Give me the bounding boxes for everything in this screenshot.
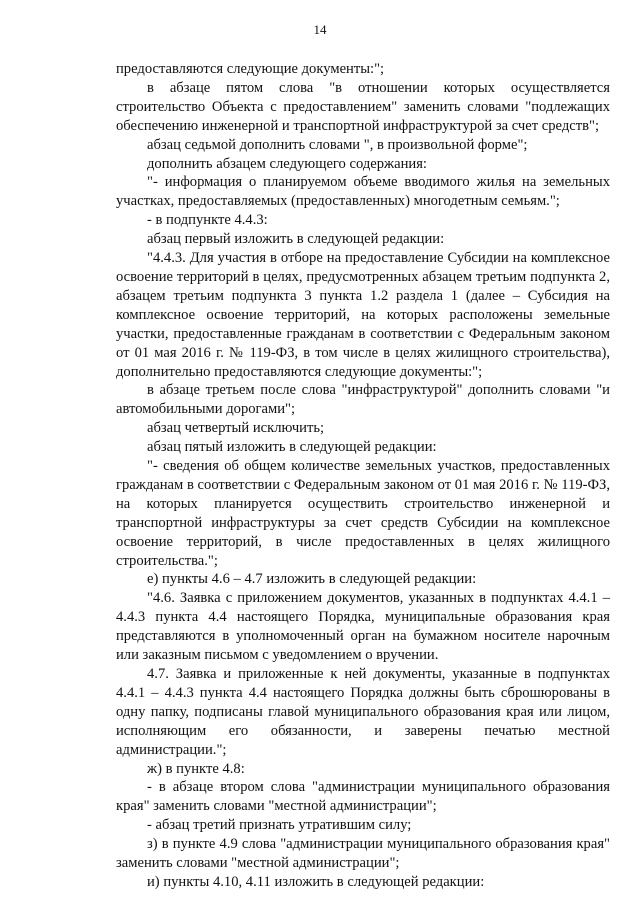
paragraph: абзац пятый изложить в следующей редакции: [147, 439, 437, 456]
paragraph: - абзац третий признать утратившим силу; [147, 817, 412, 834]
paragraph: е) пункты 4.6 – 4.7 изложить в следующей редакции: [147, 571, 477, 588]
paragraph: и) пункты 4.10, 4.11 изложить в следующей редакции: [147, 873, 485, 890]
paragraph: "- информация о планируемом объеме вводимого жилья на земельных участках, предоставляемых (предоставленных) многодетным семьям."; [116, 174, 610, 210]
paragraph: ж) в пункте 4.8: [147, 760, 245, 777]
paragraph: в абзаце третьем после слова "инфраструктурой" дополнить словами "и автомобильными дорогами"; [116, 382, 610, 418]
page-number: 14 [313, 22, 327, 37]
paragraph: 4.7. Заявка и приложенные к ней документы, указанные в подпунктах 4.4.1 – 4.4.3 пункта 4.4 настоящего Порядка должны быть сброшюрованы в одну папку, подписаны главой муниципального образования края или лицом, исполняющим его обязанности, и заверены печатью местной администрации."; [116, 666, 610, 758]
paragraph: абзац первый изложить в следующей редакции: [147, 231, 445, 248]
paragraph: предоставляются следующие документы:"; [116, 61, 385, 77]
paragraph: "4.6. Заявка с приложением документов, указанных в подпунктах 4.4.1 – 4.4.3 пункта 4.4 настоящего Порядка, муниципальные образования края представляются в уполномоченный орган на бумажном носителе нарочным или заказным письмом с уведомлением о вручении. [116, 590, 610, 664]
document-body [116, 60, 610, 892]
paragraph: "- сведения об общем количестве земельных участков, предоставленных гражданам в соответствии с Федеральным законом от 01 мая 2016 г. № 119-ФЗ, на которых планируется осуществить строительство инженерной и транспортной инфраструктуры за счет средств Субсидии на комплексное освоение территорий, в числе предоставленных в целях жилищного строительства."; [116, 458, 610, 569]
paragraph: дополнить абзацем следующего содержания: [147, 155, 427, 172]
paragraph: - в подпункте 4.4.3: [147, 212, 268, 229]
paragraph: з) в пункте 4.9 слова "администрации муниципального образования края" заменить словами "местной администрации"; [116, 836, 610, 872]
paragraph: - в абзаце втором слова "администрации муниципального образования края" заменить словами "местной администрации"; [116, 779, 610, 815]
paragraph: в абзаце пятом слова "в отношении которых осуществляется строительство Объекта с предоставлением" заменить словами "подлежащих обеспечению инженерной и транспортной инфраструктурой за счет средств"; [116, 79, 610, 134]
paragraph: абзац седьмой дополнить словами ", в произвольной форме"; [147, 136, 528, 153]
paragraph: абзац четвертый исключить; [147, 420, 325, 437]
paragraph: "4.4.3. Для участия в отборе на предоставление Субсидии на комплексное освоение территорий в целях, предусмотренных абзацем третьим подпункта 2, абзацем третьим подпункта 3 пункта 1.2 раздела 1 (далее – Субсидия на комплексное освоение территорий, на которых расположены земельные участки, предоставленные гражданам в соответствии с Федеральным законом от 01 мая 2016 г. № 119-ФЗ, в том числе в целях жилищного строительства), дополнительно предоставляются следующие документы:"; [116, 250, 610, 380]
